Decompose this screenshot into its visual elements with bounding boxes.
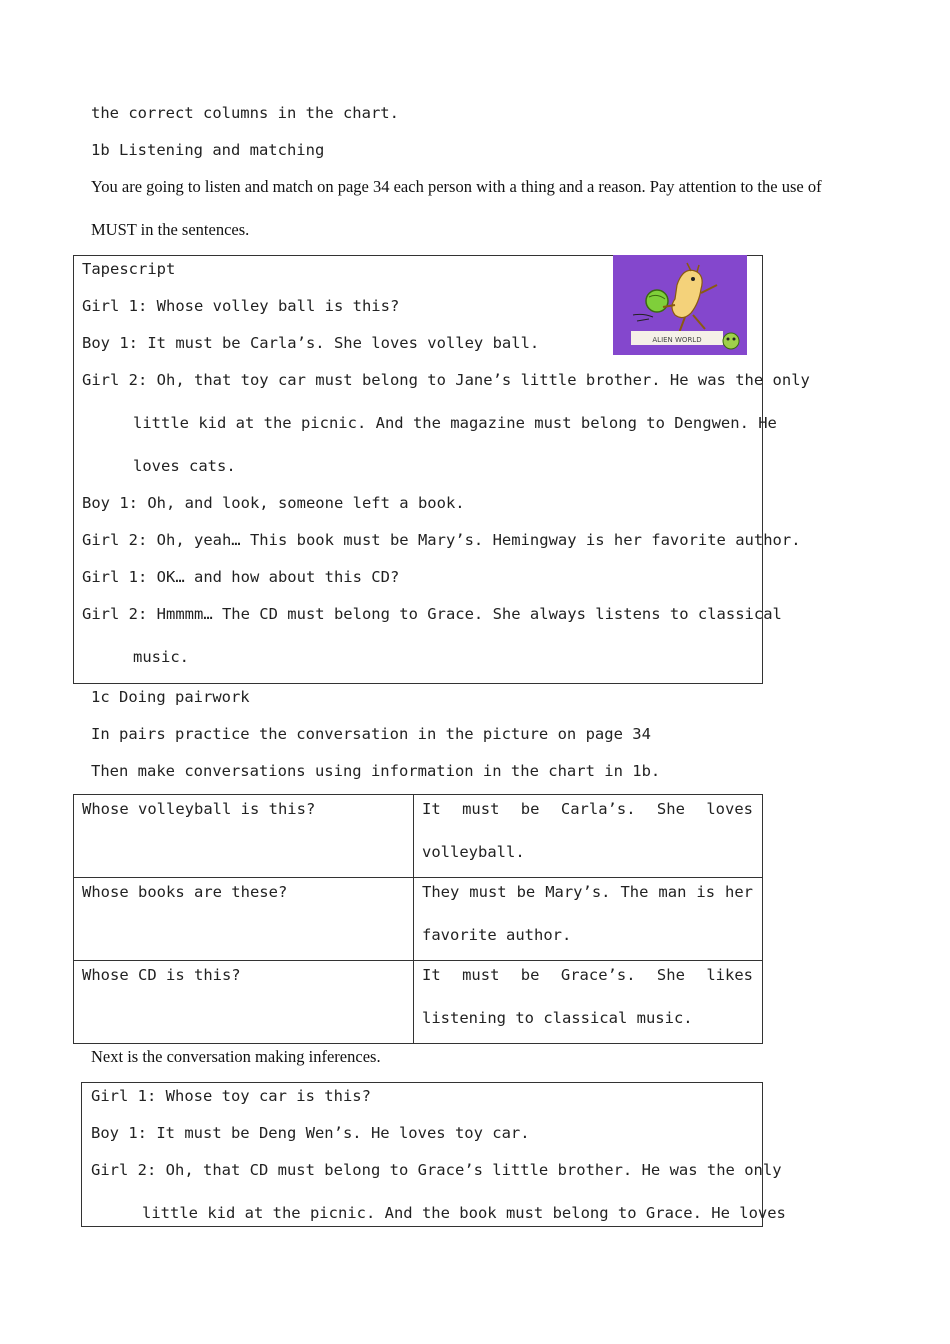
table-answer: They must be Mary’s. The man is her bbox=[422, 883, 753, 901]
tapescript-line: Girl 2: Oh, that toy car must belong to Jane’s little brother. He was the only bbox=[82, 371, 810, 389]
table-answer: It must be Grace’s. She likes bbox=[422, 966, 753, 984]
table-answer: favorite author. bbox=[422, 926, 572, 944]
table-question: Whose books are these? bbox=[82, 883, 288, 901]
table-divider bbox=[73, 960, 763, 961]
section-1c-text: In pairs practice the conversation in the picture on page 34 bbox=[91, 725, 651, 743]
table-divider bbox=[413, 794, 414, 1044]
cartoon-image bbox=[613, 255, 747, 355]
tapescript-line: Girl 2: Hmmmm… The CD must belong to Grace. She always listens to classical bbox=[82, 605, 782, 623]
conversation-line: little kid at the picnic. And the book must belong to Grace. He loves bbox=[142, 1204, 786, 1222]
section-1b-heading: 1b Listening and matching bbox=[91, 141, 325, 159]
table-answer: volleyball. bbox=[422, 843, 525, 861]
section-1c-text: Then make conversations using information in the chart in 1b. bbox=[91, 762, 661, 780]
tapescript-heading: Tapescript bbox=[82, 260, 176, 278]
instruction-text-b: MUST in the sentences. bbox=[91, 220, 250, 239]
intro-line: the correct columns in the chart. bbox=[91, 104, 399, 122]
next-text: Next is the conversation making inferences. bbox=[91, 1047, 381, 1066]
cartoon-illustration bbox=[613, 255, 747, 355]
tapescript-line: music. bbox=[133, 648, 189, 666]
section-1c-heading: 1c Doing pairwork bbox=[91, 688, 250, 706]
table-answer: It must be Carla’s. She loves bbox=[422, 800, 753, 818]
instruction-text-a: You are going to listen and match on page 34 each person with a thing and a reason. Pay attention to the use of bbox=[91, 177, 822, 196]
table-answer: listening to classical music. bbox=[422, 1009, 693, 1027]
tapescript-line: Girl 1: Whose volley ball is this? bbox=[82, 297, 400, 315]
tapescript-line: Girl 1: OK… and how about this CD? bbox=[82, 568, 400, 586]
table-question: Whose CD is this? bbox=[82, 966, 241, 984]
tapescript-line: loves cats. bbox=[133, 457, 236, 475]
cartoon-caption: ALIEN WORLD bbox=[652, 336, 702, 344]
table-divider bbox=[73, 877, 763, 878]
conversation-line: Girl 1: Whose toy car is this? bbox=[91, 1087, 371, 1105]
tapescript-line: Boy 1: It must be Carla’s. She loves volley ball. bbox=[82, 334, 540, 352]
tapescript-line: Girl 2: Oh, yeah… This book must be Mary’s. Hemingway is her favorite author. bbox=[82, 531, 801, 549]
table-question: Whose volleyball is this? bbox=[82, 800, 316, 818]
tapescript-line: little kid at the picnic. And the magazine must belong to Dengwen. He bbox=[133, 414, 777, 432]
conversation-line: Girl 2: Oh, that CD must belong to Grace’s little brother. He was the only bbox=[91, 1161, 782, 1179]
chart-table bbox=[73, 794, 763, 1044]
tapescript-line: Boy 1: Oh, and look, someone left a book. bbox=[82, 494, 465, 512]
conversation-line: Boy 1: It must be Deng Wen’s. He loves toy car. bbox=[91, 1124, 530, 1142]
